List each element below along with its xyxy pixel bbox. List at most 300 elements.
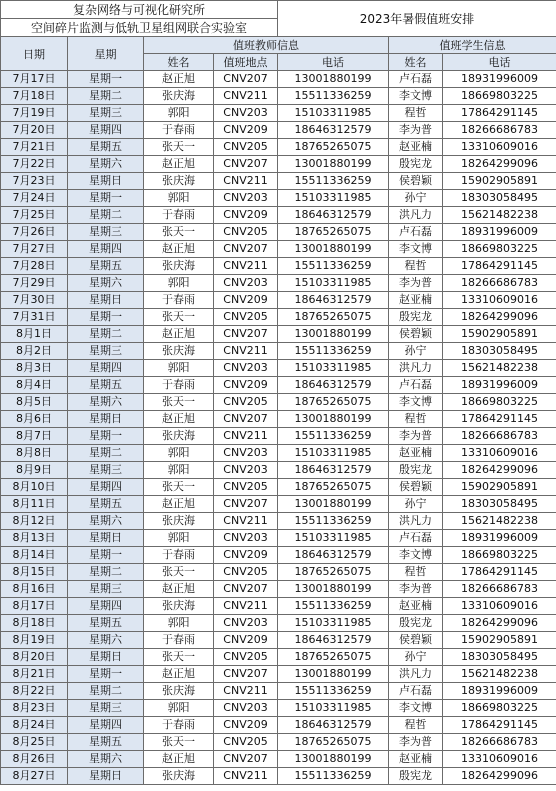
weekday-cell: 星期三 xyxy=(68,581,144,598)
student-name-cell: 李文博 xyxy=(389,88,443,105)
column-header-weekday: 星期 xyxy=(68,37,144,71)
student-name-cell: 李文博 xyxy=(389,700,443,717)
column-header-location: 值班地点 xyxy=(214,54,278,71)
student-name-cell: 卢石磊 xyxy=(389,224,443,241)
location-cell: CNV211 xyxy=(214,173,278,190)
student-phone-cell: 15621482238 xyxy=(443,513,556,530)
teacher-name-cell: 张天一 xyxy=(144,649,214,666)
student-name-cell: 程哲 xyxy=(389,564,443,581)
teacher-name-cell: 赵正旭 xyxy=(144,156,214,173)
weekday-cell: 星期四 xyxy=(68,717,144,734)
weekday-cell: 星期日 xyxy=(68,411,144,428)
student-name-cell: 李文博 xyxy=(389,547,443,564)
student-phone-cell: 18931996009 xyxy=(443,683,556,700)
teacher-phone-cell: 13001880199 xyxy=(278,411,389,428)
date-cell: 8月4日 xyxy=(1,377,68,394)
teacher-phone-cell: 18765265075 xyxy=(278,734,389,751)
student-phone-cell: 13310609016 xyxy=(443,598,556,615)
table-row xyxy=(1,700,556,717)
table-row xyxy=(1,241,556,258)
location-cell: CNV205 xyxy=(214,309,278,326)
weekday-cell: 星期一 xyxy=(68,71,144,88)
table-row xyxy=(1,768,556,785)
weekday-cell: 星期二 xyxy=(68,88,144,105)
student-name-cell: 侯碧颖 xyxy=(389,326,443,343)
weekday-cell: 星期一 xyxy=(68,547,144,564)
teacher-phone-cell: 18765265075 xyxy=(278,394,389,411)
location-cell: CNV203 xyxy=(214,445,278,462)
teacher-name-cell: 于春雨 xyxy=(144,122,214,139)
student-name-cell: 李为普 xyxy=(389,581,443,598)
weekday-cell: 星期二 xyxy=(68,445,144,462)
weekday-cell: 星期三 xyxy=(68,462,144,479)
table-row xyxy=(1,207,556,224)
teacher-name-cell: 于春雨 xyxy=(144,547,214,564)
student-name-cell: 侯碧颖 xyxy=(389,632,443,649)
student-name-cell: 李为普 xyxy=(389,734,443,751)
teacher-name-cell: 张天一 xyxy=(144,139,214,156)
student-phone-cell: 17864291145 xyxy=(443,258,556,275)
date-cell: 8月24日 xyxy=(1,717,68,734)
teacher-name-cell: 赵正旭 xyxy=(144,411,214,428)
teacher-phone-cell: 15511336259 xyxy=(278,768,389,785)
date-cell: 7月19日 xyxy=(1,105,68,122)
student-name-cell: 卢石磊 xyxy=(389,377,443,394)
location-cell: CNV203 xyxy=(214,530,278,547)
location-cell: CNV209 xyxy=(214,377,278,394)
table-row xyxy=(1,683,556,700)
date-cell: 8月26日 xyxy=(1,751,68,768)
location-cell: CNV209 xyxy=(214,547,278,564)
student-phone-cell: 18669803225 xyxy=(443,241,556,258)
teacher-name-cell: 张庆海 xyxy=(144,683,214,700)
student-phone-cell: 17864291145 xyxy=(443,411,556,428)
student-phone-cell: 17864291145 xyxy=(443,717,556,734)
table-row xyxy=(1,547,556,564)
teacher-phone-cell: 13001880199 xyxy=(278,241,389,258)
student-name-cell: 孙宁 xyxy=(389,190,443,207)
weekday-cell: 星期日 xyxy=(68,768,144,785)
date-cell: 8月16日 xyxy=(1,581,68,598)
student-phone-cell: 18264299096 xyxy=(443,768,556,785)
weekday-cell: 星期五 xyxy=(68,258,144,275)
teacher-phone-cell: 15511336259 xyxy=(278,683,389,700)
teacher-phone-cell: 15103311985 xyxy=(278,190,389,207)
table-row xyxy=(1,445,556,462)
teacher-phone-cell: 13001880199 xyxy=(278,156,389,173)
student-phone-cell: 13310609016 xyxy=(443,751,556,768)
teacher-phone-cell: 15103311985 xyxy=(278,275,389,292)
student-name-cell: 李为普 xyxy=(389,428,443,445)
teacher-phone-cell: 13001880199 xyxy=(278,666,389,683)
table-row xyxy=(1,156,556,173)
table-row xyxy=(1,666,556,683)
date-cell: 7月29日 xyxy=(1,275,68,292)
table-row xyxy=(1,598,556,615)
teacher-name-cell: 赵正旭 xyxy=(144,666,214,683)
student-phone-cell: 13310609016 xyxy=(443,139,556,156)
teacher-name-cell: 于春雨 xyxy=(144,632,214,649)
table-row xyxy=(1,292,556,309)
table-row xyxy=(1,360,556,377)
student-name-cell: 卢石磊 xyxy=(389,530,443,547)
location-cell: CNV203 xyxy=(214,275,278,292)
table-row xyxy=(1,275,556,292)
date-cell: 8月15日 xyxy=(1,564,68,581)
weekday-cell: 星期四 xyxy=(68,479,144,496)
location-cell: CNV205 xyxy=(214,394,278,411)
table-row xyxy=(1,751,556,768)
table-row xyxy=(1,411,556,428)
location-cell: CNV209 xyxy=(214,632,278,649)
date-cell: 8月8日 xyxy=(1,445,68,462)
date-cell: 8月25日 xyxy=(1,734,68,751)
weekday-cell: 星期六 xyxy=(68,751,144,768)
date-cell: 8月12日 xyxy=(1,513,68,530)
weekday-cell: 星期三 xyxy=(68,224,144,241)
student-name-cell: 卢石磊 xyxy=(389,71,443,88)
teacher-phone-cell: 18646312579 xyxy=(278,462,389,479)
teacher-name-cell: 张庆海 xyxy=(144,88,214,105)
student-phone-cell: 18669803225 xyxy=(443,547,556,564)
student-phone-cell: 18303058495 xyxy=(443,649,556,666)
student-name-cell: 孙宁 xyxy=(389,496,443,513)
table-row xyxy=(1,88,556,105)
weekday-cell: 星期四 xyxy=(68,360,144,377)
teacher-phone-cell: 15103311985 xyxy=(278,530,389,547)
teacher-phone-cell: 15511336259 xyxy=(278,428,389,445)
teacher-phone-cell: 13001880199 xyxy=(278,326,389,343)
table-row xyxy=(1,734,556,751)
location-cell: CNV211 xyxy=(214,343,278,360)
teacher-name-cell: 张庆海 xyxy=(144,428,214,445)
teacher-name-cell: 于春雨 xyxy=(144,377,214,394)
student-name-cell: 殷宪龙 xyxy=(389,768,443,785)
table-row xyxy=(1,190,556,207)
date-cell: 8月18日 xyxy=(1,615,68,632)
weekday-cell: 星期三 xyxy=(68,700,144,717)
student-name-cell: 殷宪龙 xyxy=(389,615,443,632)
teacher-name-cell: 郭阳 xyxy=(144,190,214,207)
location-cell: CNV211 xyxy=(214,598,278,615)
weekday-cell: 星期二 xyxy=(68,683,144,700)
location-cell: CNV207 xyxy=(214,326,278,343)
org-name: 复杂网络与可视化研究所 xyxy=(1,1,278,19)
student-phone-cell: 18266686783 xyxy=(443,581,556,598)
teacher-phone-cell: 15511336259 xyxy=(278,258,389,275)
student-phone-cell: 17864291145 xyxy=(443,564,556,581)
weekday-cell: 星期四 xyxy=(68,122,144,139)
schedule-title: 2023年暑假值班安排 xyxy=(278,1,556,37)
teacher-name-cell: 张天一 xyxy=(144,564,214,581)
student-name-cell: 卢石磊 xyxy=(389,683,443,700)
table-row xyxy=(1,105,556,122)
weekday-cell: 星期五 xyxy=(68,496,144,513)
date-cell: 7月18日 xyxy=(1,88,68,105)
teacher-name-cell: 郭阳 xyxy=(144,615,214,632)
student-phone-cell: 15621482238 xyxy=(443,360,556,377)
teacher-phone-cell: 13001880199 xyxy=(278,581,389,598)
student-phone-cell: 18266686783 xyxy=(443,428,556,445)
date-cell: 8月23日 xyxy=(1,700,68,717)
location-cell: CNV209 xyxy=(214,122,278,139)
teacher-phone-cell: 15511336259 xyxy=(278,88,389,105)
table-row xyxy=(1,377,556,394)
student-name-cell: 殷宪龙 xyxy=(389,462,443,479)
location-cell: CNV203 xyxy=(214,190,278,207)
student-name-cell: 殷宪龙 xyxy=(389,156,443,173)
student-phone-cell: 18669803225 xyxy=(443,88,556,105)
student-phone-cell: 13310609016 xyxy=(443,445,556,462)
teacher-phone-cell: 18765265075 xyxy=(278,139,389,156)
student-phone-cell: 15902905891 xyxy=(443,173,556,190)
date-cell: 8月10日 xyxy=(1,479,68,496)
date-cell: 7月25日 xyxy=(1,207,68,224)
table-row xyxy=(1,173,556,190)
weekday-cell: 星期四 xyxy=(68,241,144,258)
location-cell: CNV205 xyxy=(214,649,278,666)
location-cell: CNV209 xyxy=(214,292,278,309)
student-phone-cell: 18303058495 xyxy=(443,190,556,207)
weekday-cell: 星期三 xyxy=(68,343,144,360)
teacher-name-cell: 赵正旭 xyxy=(144,326,214,343)
student-name-cell: 赵亚楠 xyxy=(389,598,443,615)
weekday-cell: 星期四 xyxy=(68,598,144,615)
teacher-phone-cell: 15511336259 xyxy=(278,173,389,190)
teacher-name-cell: 张庆海 xyxy=(144,513,214,530)
weekday-cell: 星期二 xyxy=(68,207,144,224)
table-row xyxy=(1,343,556,360)
student-phone-cell: 18264299096 xyxy=(443,309,556,326)
teacher-name-cell: 于春雨 xyxy=(144,717,214,734)
student-name-cell: 赵亚楠 xyxy=(389,751,443,768)
weekday-cell: 星期一 xyxy=(68,428,144,445)
weekday-cell: 星期日 xyxy=(68,292,144,309)
teacher-name-cell: 于春雨 xyxy=(144,292,214,309)
date-cell: 8月7日 xyxy=(1,428,68,445)
table-row xyxy=(1,649,556,666)
table-row xyxy=(1,530,556,547)
student-name-cell: 李为普 xyxy=(389,275,443,292)
column-group-student: 值班学生信息 xyxy=(389,37,556,54)
date-cell: 7月22日 xyxy=(1,156,68,173)
teacher-phone-cell: 13001880199 xyxy=(278,71,389,88)
teacher-name-cell: 张庆海 xyxy=(144,768,214,785)
teacher-name-cell: 赵正旭 xyxy=(144,581,214,598)
teacher-phone-cell: 15103311985 xyxy=(278,105,389,122)
student-phone-cell: 18931996009 xyxy=(443,530,556,547)
location-cell: CNV207 xyxy=(214,581,278,598)
student-name-cell: 孙宁 xyxy=(389,649,443,666)
column-header-student-phone: 电话 xyxy=(443,54,556,71)
location-cell: CNV211 xyxy=(214,768,278,785)
location-cell: CNV205 xyxy=(214,479,278,496)
table-row xyxy=(1,139,556,156)
student-name-cell: 李为普 xyxy=(389,122,443,139)
location-cell: CNV205 xyxy=(214,139,278,156)
location-cell: CNV207 xyxy=(214,666,278,683)
table-row xyxy=(1,564,556,581)
teacher-phone-cell: 13001880199 xyxy=(278,496,389,513)
location-cell: CNV207 xyxy=(214,751,278,768)
column-group-teacher: 值班教师信息 xyxy=(144,37,389,54)
teacher-phone-cell: 15103311985 xyxy=(278,445,389,462)
teacher-name-cell: 张庆海 xyxy=(144,258,214,275)
teacher-name-cell: 张天一 xyxy=(144,224,214,241)
date-cell: 8月27日 xyxy=(1,768,68,785)
teacher-name-cell: 张天一 xyxy=(144,734,214,751)
weekday-cell: 星期六 xyxy=(68,275,144,292)
student-name-cell: 赵亚楠 xyxy=(389,445,443,462)
student-phone-cell: 18931996009 xyxy=(443,377,556,394)
location-cell: CNV205 xyxy=(214,734,278,751)
date-cell: 7月31日 xyxy=(1,309,68,326)
teacher-phone-cell: 18646312579 xyxy=(278,377,389,394)
weekday-cell: 星期六 xyxy=(68,156,144,173)
location-cell: CNV209 xyxy=(214,207,278,224)
location-cell: CNV211 xyxy=(214,258,278,275)
student-name-cell: 侯碧颖 xyxy=(389,173,443,190)
teacher-phone-cell: 18646312579 xyxy=(278,207,389,224)
student-name-cell: 李文博 xyxy=(389,241,443,258)
date-cell: 7月24日 xyxy=(1,190,68,207)
location-cell: CNV211 xyxy=(214,513,278,530)
teacher-name-cell: 郭阳 xyxy=(144,700,214,717)
date-cell: 8月17日 xyxy=(1,598,68,615)
date-cell: 7月20日 xyxy=(1,122,68,139)
weekday-cell: 星期五 xyxy=(68,734,144,751)
table-row xyxy=(1,581,556,598)
table-row xyxy=(1,122,556,139)
teacher-phone-cell: 18646312579 xyxy=(278,632,389,649)
location-cell: CNV207 xyxy=(214,496,278,513)
teacher-phone-cell: 18765265075 xyxy=(278,479,389,496)
date-cell: 8月3日 xyxy=(1,360,68,377)
teacher-phone-cell: 18646312579 xyxy=(278,547,389,564)
table-row xyxy=(1,258,556,275)
location-cell: CNV203 xyxy=(214,615,278,632)
date-cell: 8月1日 xyxy=(1,326,68,343)
date-cell: 7月23日 xyxy=(1,173,68,190)
column-header-teacher-phone: 电话 xyxy=(278,54,389,71)
student-phone-cell: 18931996009 xyxy=(443,71,556,88)
weekday-cell: 星期日 xyxy=(68,649,144,666)
student-phone-cell: 18264299096 xyxy=(443,462,556,479)
table-row xyxy=(1,513,556,530)
weekday-cell: 星期六 xyxy=(68,632,144,649)
student-name-cell: 孙宁 xyxy=(389,343,443,360)
student-phone-cell: 18266686783 xyxy=(443,734,556,751)
table-row xyxy=(1,326,556,343)
teacher-phone-cell: 15511336259 xyxy=(278,343,389,360)
location-cell: CNV203 xyxy=(214,462,278,479)
table-row xyxy=(1,428,556,445)
weekday-cell: 星期一 xyxy=(68,309,144,326)
table-row xyxy=(1,394,556,411)
weekday-cell: 星期五 xyxy=(68,139,144,156)
location-cell: CNV211 xyxy=(214,88,278,105)
teacher-name-cell: 于春雨 xyxy=(144,207,214,224)
teacher-name-cell: 郭阳 xyxy=(144,462,214,479)
weekday-cell: 星期三 xyxy=(68,105,144,122)
teacher-phone-cell: 15103311985 xyxy=(278,360,389,377)
teacher-phone-cell: 18646312579 xyxy=(278,122,389,139)
student-phone-cell: 18266686783 xyxy=(443,122,556,139)
student-name-cell: 程哲 xyxy=(389,258,443,275)
student-phone-cell: 15621482238 xyxy=(443,207,556,224)
location-cell: CNV207 xyxy=(214,71,278,88)
student-phone-cell: 15902905891 xyxy=(443,326,556,343)
student-phone-cell: 13310609016 xyxy=(443,292,556,309)
student-phone-cell: 15902905891 xyxy=(443,479,556,496)
student-name-cell: 洪凡力 xyxy=(389,360,443,377)
teacher-name-cell: 郭阳 xyxy=(144,275,214,292)
location-cell: CNV205 xyxy=(214,224,278,241)
location-cell: CNV203 xyxy=(214,360,278,377)
date-cell: 8月13日 xyxy=(1,530,68,547)
location-cell: CNV207 xyxy=(214,241,278,258)
column-header-teacher-name: 姓名 xyxy=(144,54,214,71)
teacher-name-cell: 赵正旭 xyxy=(144,71,214,88)
teacher-phone-cell: 18765265075 xyxy=(278,309,389,326)
title-row xyxy=(1,1,556,19)
weekday-cell: 星期一 xyxy=(68,666,144,683)
student-phone-cell: 18266686783 xyxy=(443,275,556,292)
table-row xyxy=(1,224,556,241)
location-cell: CNV203 xyxy=(214,105,278,122)
date-cell: 7月21日 xyxy=(1,139,68,156)
location-cell: CNV209 xyxy=(214,717,278,734)
table-row xyxy=(1,615,556,632)
teacher-name-cell: 张天一 xyxy=(144,309,214,326)
date-cell: 7月30日 xyxy=(1,292,68,309)
teacher-name-cell: 张庆海 xyxy=(144,343,214,360)
student-phone-cell: 18264299096 xyxy=(443,156,556,173)
date-cell: 8月22日 xyxy=(1,683,68,700)
date-cell: 7月26日 xyxy=(1,224,68,241)
teacher-name-cell: 郭阳 xyxy=(144,445,214,462)
teacher-name-cell: 赵正旭 xyxy=(144,751,214,768)
date-cell: 7月28日 xyxy=(1,258,68,275)
weekday-cell: 星期六 xyxy=(68,513,144,530)
teacher-phone-cell: 15103311985 xyxy=(278,700,389,717)
teacher-phone-cell: 18765265075 xyxy=(278,564,389,581)
date-cell: 8月6日 xyxy=(1,411,68,428)
lab-name: 空间碎片监测与低轨卫星组网联合实验室 xyxy=(1,19,278,37)
location-cell: CNV207 xyxy=(214,156,278,173)
teacher-phone-cell: 15511336259 xyxy=(278,598,389,615)
teacher-name-cell: 赵正旭 xyxy=(144,496,214,513)
location-cell: CNV207 xyxy=(214,411,278,428)
schedule-body xyxy=(1,71,556,785)
teacher-name-cell: 赵正旭 xyxy=(144,241,214,258)
date-cell: 8月19日 xyxy=(1,632,68,649)
date-cell: 8月14日 xyxy=(1,547,68,564)
location-cell: CNV211 xyxy=(214,683,278,700)
table-row xyxy=(1,496,556,513)
student-name-cell: 侯碧颖 xyxy=(389,479,443,496)
student-name-cell: 李文博 xyxy=(389,394,443,411)
student-phone-cell: 18303058495 xyxy=(443,343,556,360)
student-phone-cell: 17864291145 xyxy=(443,105,556,122)
column-header-student-name: 姓名 xyxy=(389,54,443,71)
teacher-name-cell: 张庆海 xyxy=(144,598,214,615)
teacher-phone-cell: 18646312579 xyxy=(278,292,389,309)
table-row xyxy=(1,71,556,88)
column-header-date: 日期 xyxy=(1,37,68,71)
location-cell: CNV203 xyxy=(214,700,278,717)
teacher-phone-cell: 15103311985 xyxy=(278,615,389,632)
